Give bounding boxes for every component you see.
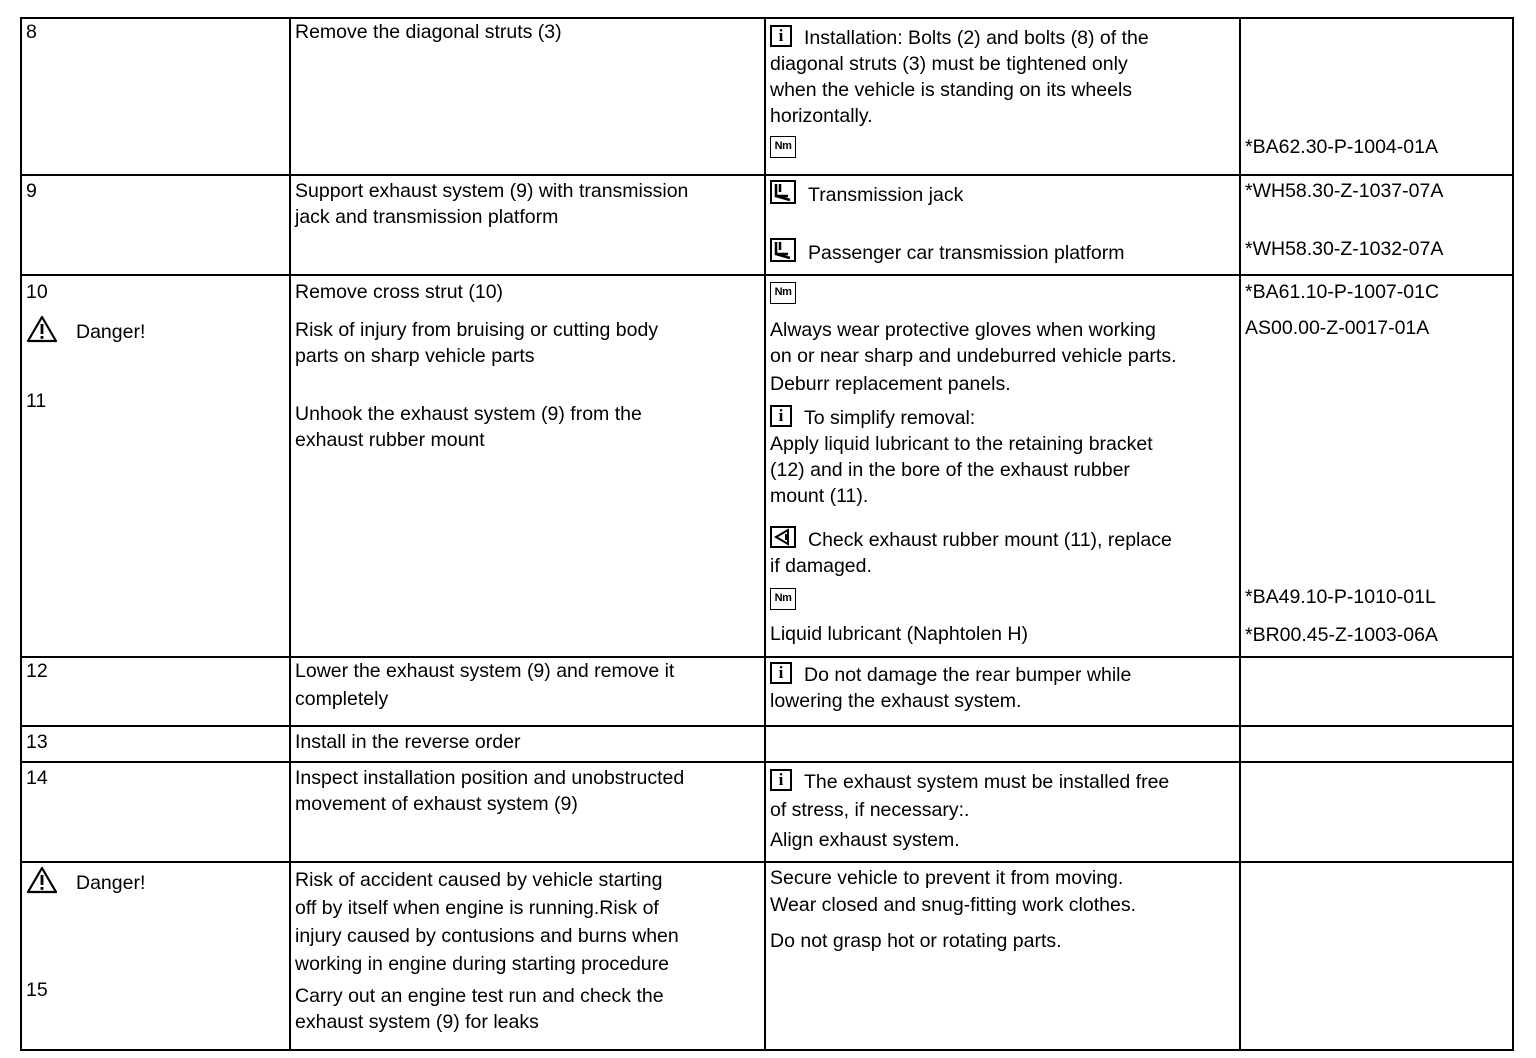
note-cell xyxy=(765,657,1240,726)
note-line: horizontally. xyxy=(770,105,873,127)
step-number: 9 xyxy=(26,180,37,202)
reference-code: *BA62.30-P-1004-01A xyxy=(1245,136,1438,158)
danger-task-line: off by itself when engine is running.Risk of xyxy=(295,897,659,919)
table-row-step-9 xyxy=(21,175,1513,275)
reference-code: *BR00.45-Z-1003-06A xyxy=(1245,624,1438,646)
table-row-step-8 xyxy=(21,18,1513,175)
task-cell xyxy=(290,275,765,657)
task-line: Inspect installation position and unobstructed xyxy=(295,767,685,789)
reference-cell xyxy=(1240,175,1513,275)
step-cell xyxy=(21,175,290,275)
step-number: 12 xyxy=(26,660,48,682)
task-line: exhaust system (9) for leaks xyxy=(295,1011,539,1033)
note-line: Align exhaust system. xyxy=(770,829,960,851)
danger-task-line: Risk of injury from bruising or cutting body xyxy=(295,319,659,341)
note-text: The exhaust system must be installed free xyxy=(804,771,1170,793)
task-cell xyxy=(290,862,765,1050)
check-inspect-icon xyxy=(770,526,796,548)
note-text: Installation: Bolts (2) and bolts (8) of the xyxy=(804,27,1149,49)
table-row-step-13 xyxy=(21,726,1513,762)
step-number: 10 xyxy=(26,281,48,303)
step-number: 11 xyxy=(26,390,47,412)
note-line: of stress, if necessary:. xyxy=(770,799,970,821)
danger-label: Danger! xyxy=(76,872,146,894)
step-number: 14 xyxy=(26,767,48,789)
table-row-step-10-11 xyxy=(21,275,1513,657)
note-line: lowering the exhaust system. xyxy=(770,690,1022,712)
note-cell xyxy=(765,726,1240,762)
task-line: exhaust rubber mount xyxy=(295,429,485,451)
note-text: To simplify removal: xyxy=(804,407,976,429)
reference-cell xyxy=(1240,726,1513,762)
note-text: Check exhaust rubber mount (11), replace xyxy=(808,529,1172,551)
task-line: Lower the exhaust system (9) and remove it xyxy=(295,660,675,682)
task-line: completely xyxy=(295,688,389,710)
note-line: (12) and in the bore of the exhaust rubber xyxy=(770,459,1130,481)
task-text: Remove the diagonal struts (3) xyxy=(295,21,562,43)
table-row-step-12 xyxy=(21,657,1513,726)
note-line: when the vehicle is standing on its wheels xyxy=(770,79,1133,101)
step-number: 15 xyxy=(26,979,48,1001)
reference-code: AS00.00-Z-0017-01A xyxy=(1245,317,1430,339)
danger-task-line: parts on sharp vehicle parts xyxy=(295,345,535,367)
table-row-step-15 xyxy=(21,862,1513,1050)
reference-cell xyxy=(1240,275,1513,657)
task-cell xyxy=(290,726,765,762)
note-cell xyxy=(765,862,1240,1050)
tool-name: Passenger car transmission platform xyxy=(808,242,1125,264)
warning-triangle-icon xyxy=(26,315,58,343)
task-cell xyxy=(290,18,765,175)
step-number: 8 xyxy=(26,21,37,43)
torque-nm-icon: Nm xyxy=(770,136,796,158)
danger-note-line: Do not grasp hot or rotating parts. xyxy=(770,930,1062,952)
info-icon: i xyxy=(770,25,792,47)
reference-code: *BA49.10-P-1010-01L xyxy=(1245,586,1436,608)
special-tool-icon xyxy=(770,180,796,204)
danger-task-line: injury caused by contusions and burns when xyxy=(295,925,679,947)
reference-cell xyxy=(1240,762,1513,862)
reference-cell xyxy=(1240,18,1513,175)
reference-code: *WH58.30-Z-1032-07A xyxy=(1245,238,1444,260)
step-cell xyxy=(21,657,290,726)
task-line: movement of exhaust system (9) xyxy=(295,793,578,815)
reference-cell xyxy=(1240,862,1513,1050)
note-cell xyxy=(765,175,1240,275)
danger-label: Danger! xyxy=(76,321,146,343)
note-line: if damaged. xyxy=(770,555,872,577)
procedure-table xyxy=(20,17,1514,1051)
note-cell xyxy=(765,275,1240,657)
note-line: diagonal struts (3) must be tightened only xyxy=(770,53,1128,75)
info-icon: i xyxy=(770,405,792,427)
danger-note-line: Always wear protective gloves when working xyxy=(770,319,1156,341)
step-cell xyxy=(21,726,290,762)
tool-name: Transmission jack xyxy=(808,184,964,206)
step-cell xyxy=(21,862,290,1050)
note-cell xyxy=(765,762,1240,862)
step-cell xyxy=(21,762,290,862)
special-tool-icon xyxy=(770,238,796,262)
torque-nm-icon: Nm xyxy=(770,588,796,610)
danger-note-line: Wear closed and snug-fitting work clothes. xyxy=(770,894,1136,916)
note-cell xyxy=(765,18,1240,175)
step-cell xyxy=(21,275,290,657)
table-row-step-14 xyxy=(21,762,1513,862)
reference-code: *BA61.10-P-1007-01C xyxy=(1245,281,1440,303)
info-icon: i xyxy=(770,769,792,791)
warning-triangle-icon xyxy=(26,866,58,894)
task-line: jack and transmission platform xyxy=(295,206,559,228)
task-cell xyxy=(290,657,765,726)
note-line: Apply liquid lubricant to the retaining bracket xyxy=(770,433,1153,455)
step-cell xyxy=(21,18,290,175)
lubricant-text: Liquid lubricant (Naphtolen H) xyxy=(770,623,1028,645)
task-line: Support exhaust system (9) with transmission xyxy=(295,180,689,202)
danger-note-line: Secure vehicle to prevent it from moving. xyxy=(770,867,1124,889)
danger-task-line: working in engine during starting procedure xyxy=(295,953,669,975)
step-number: 13 xyxy=(26,731,48,753)
reference-code: *WH58.30-Z-1037-07A xyxy=(1245,180,1444,202)
danger-task-line: Risk of accident caused by vehicle starting xyxy=(295,869,663,891)
danger-note-line: Deburr replacement panels. xyxy=(770,373,1011,395)
task-text: Install in the reverse order xyxy=(295,731,521,753)
info-icon: i xyxy=(770,662,792,684)
note-text: Do not damage the rear bumper while xyxy=(804,664,1132,686)
danger-note-line: on or near sharp and undeburred vehicle parts. xyxy=(770,345,1177,367)
task-cell xyxy=(290,762,765,862)
note-line: mount (11). xyxy=(770,485,869,507)
torque-nm-icon: Nm xyxy=(770,282,796,304)
task-cell xyxy=(290,175,765,275)
task-line: Carry out an engine test run and check the xyxy=(295,985,664,1007)
task-line: Unhook the exhaust system (9) from the xyxy=(295,403,642,425)
reference-cell xyxy=(1240,657,1513,726)
task-text: Remove cross strut (10) xyxy=(295,281,504,303)
